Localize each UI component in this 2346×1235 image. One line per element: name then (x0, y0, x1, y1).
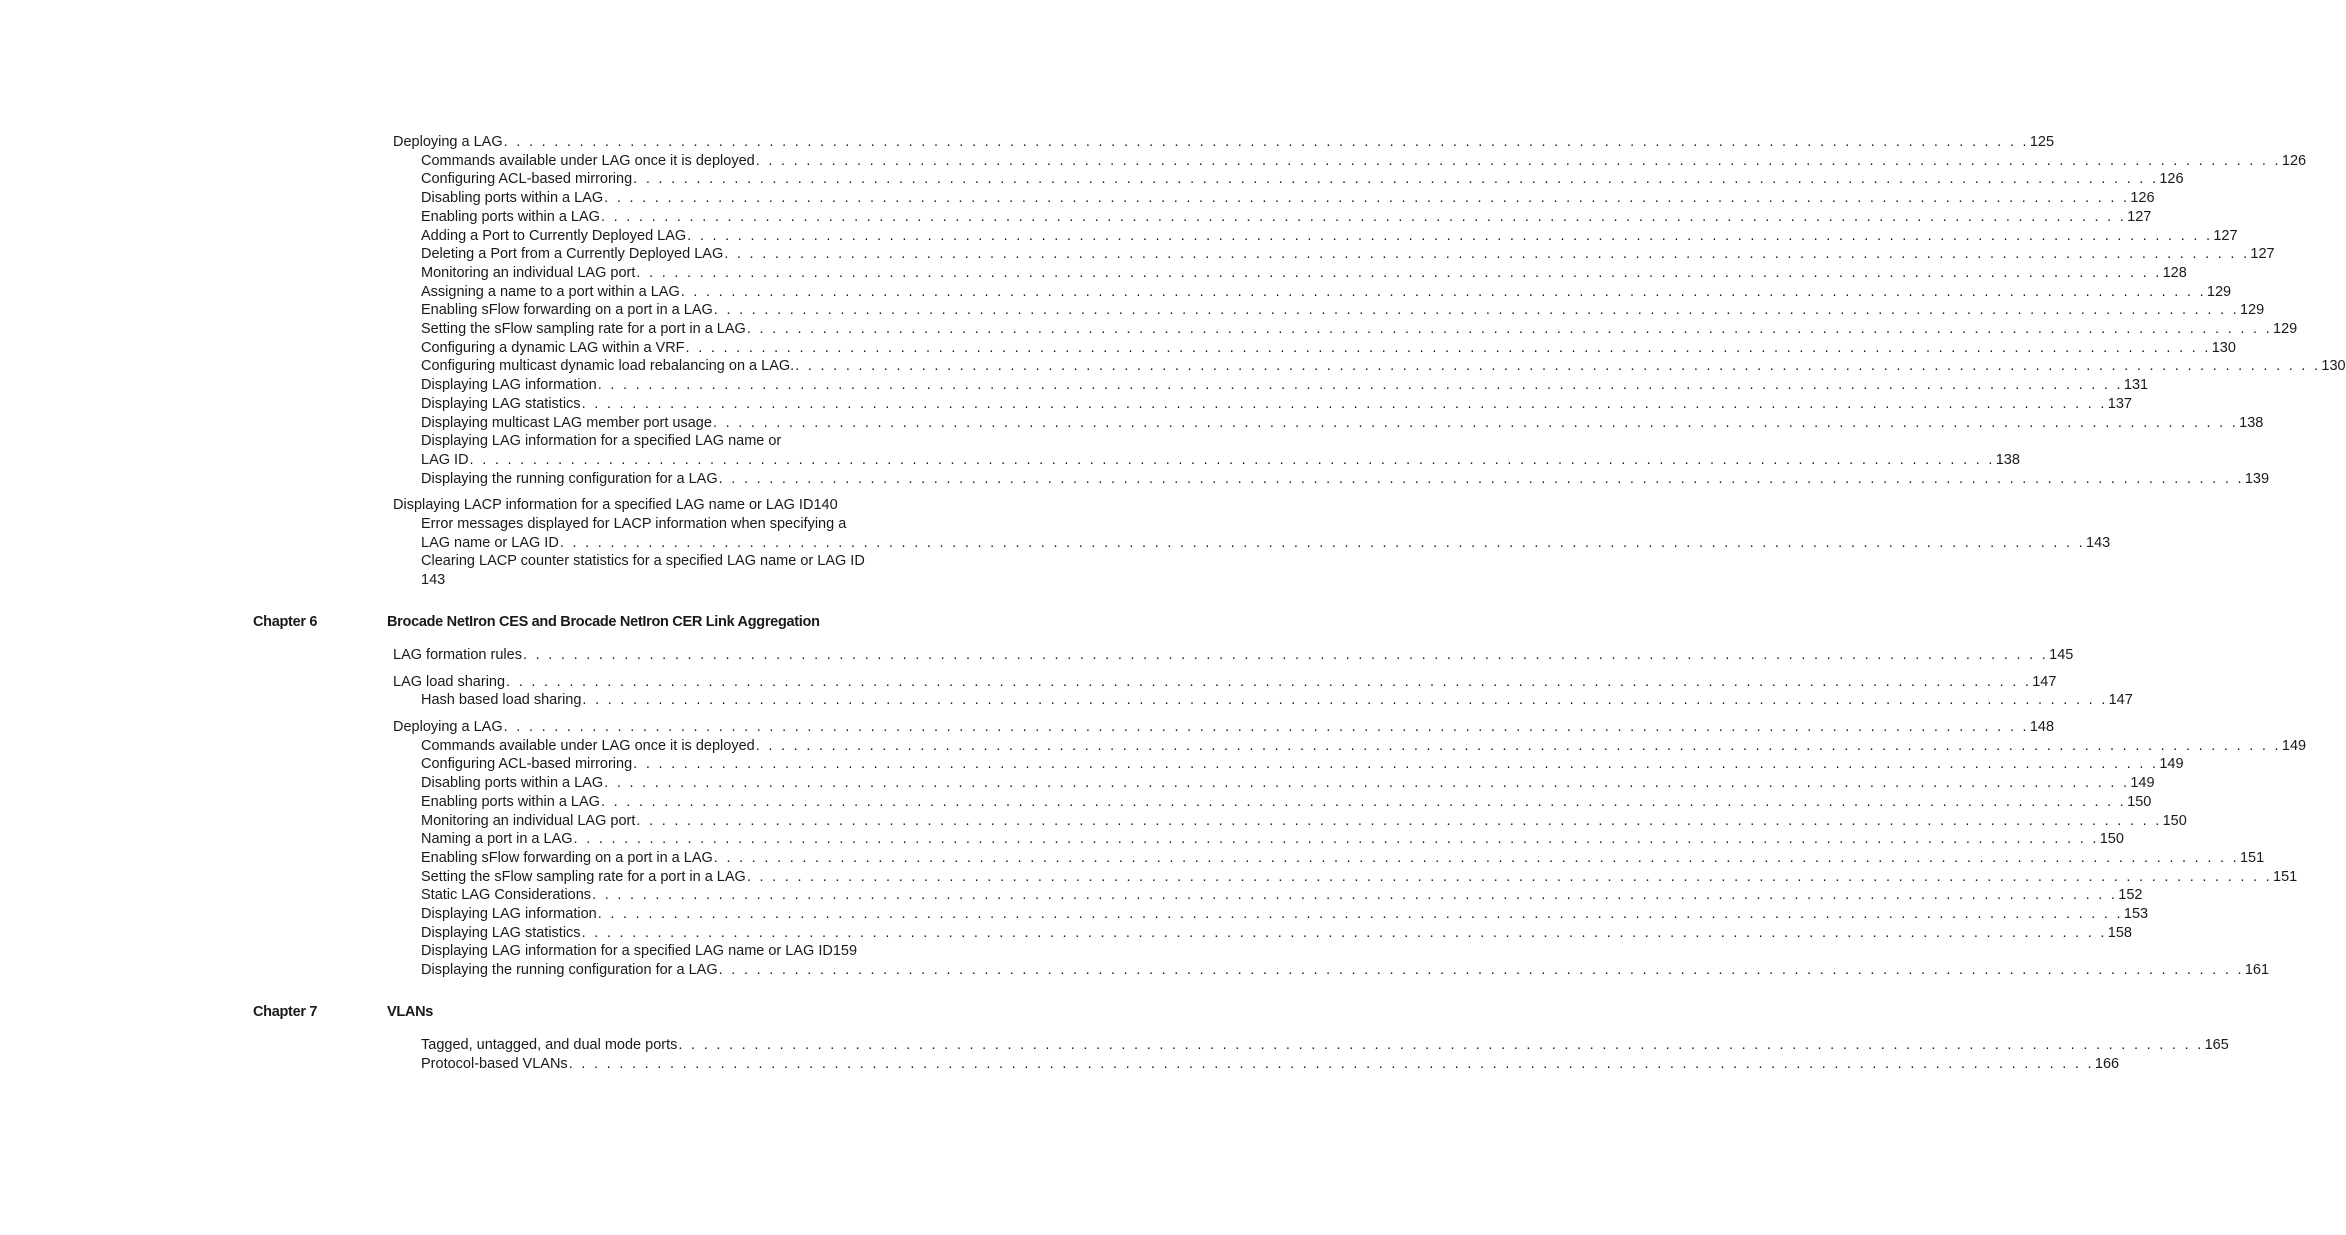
toc-entry[interactable] (421, 849, 2265, 868)
chapter-title: Brocade NetIron CES and Brocade NetIron CER Link Aggregation (387, 613, 820, 630)
toc-entry-title: Monitoring an individual LAG port (421, 812, 636, 829)
toc-page-number: 153 (2123, 906, 2149, 923)
toc-entry[interactable] (421, 793, 2152, 812)
dot-leader (713, 301, 2240, 320)
toc-entry-title: Hash based load sharing (421, 692, 582, 709)
toc-entry-title: LAG name or LAG ID (421, 534, 559, 551)
dot-leader (591, 886, 2118, 905)
toc-entry-title: LAG load sharing (393, 673, 506, 690)
toc-page-number: 143 (2086, 534, 2111, 551)
toc-entry[interactable] (421, 414, 2264, 433)
toc-entry-title: Enabling ports within a LAG (421, 793, 600, 810)
toc-entry-title: Commands available under LAG once it is deployed (421, 737, 755, 754)
toc-page-number: 127 (2213, 227, 2238, 244)
toc-entry-title: Displaying LAG information (421, 906, 597, 923)
dot-leader (794, 357, 2321, 376)
toc-entry-title: Commands available under LAG once it is deployed (421, 152, 755, 169)
toc-entry-title: Tagged, untagged, and dual mode ports (421, 1036, 678, 1053)
toc-entry-title: Configuring ACL-based mirroring (421, 756, 633, 773)
dot-leader (522, 646, 2049, 665)
chapter-heading[interactable] (0, 1004, 954, 1024)
toc-entry[interactable] (421, 301, 2265, 320)
toc-entry-title: Enabling ports within a LAG (421, 208, 600, 225)
toc-entry[interactable] (393, 133, 2055, 152)
toc-entry[interactable] (421, 152, 2307, 171)
toc-entry-title: Displaying LAG statistics (421, 924, 581, 941)
toc-entry-title: Assigning a name to a port within a LAG (421, 283, 680, 300)
toc-entry-line[interactable]: Error messages displayed for LACP information when specifying a (421, 516, 847, 533)
toc-page-number: 161 (2244, 962, 2270, 979)
toc-entry[interactable] (421, 170, 2184, 189)
table-of-contents (0, 133, 2346, 1073)
toc-entry-title: Displaying the running configuration for a LAG (421, 962, 718, 979)
dot-leader (755, 737, 2282, 756)
toc-entry[interactable] (421, 189, 2155, 208)
toc-entry[interactable] (421, 534, 2111, 553)
toc-page-number: 129 (2239, 302, 2265, 319)
toc-page-number: 129 (2273, 321, 2298, 338)
toc-page-number: 137 (2107, 395, 2132, 412)
dot-leader (680, 283, 2207, 302)
toc-entry[interactable] (421, 961, 2270, 980)
toc-page-number: 149 (2130, 775, 2155, 792)
toc-entry[interactable] (421, 812, 2187, 831)
toc-page-number: 158 (2107, 924, 2132, 941)
toc-page-number: 129 (2206, 283, 2232, 300)
toc-page-number: 126 (2130, 190, 2155, 207)
dot-leader (469, 451, 1996, 470)
toc-entry[interactable] (421, 339, 2236, 358)
toc-entry[interactable] (393, 718, 2055, 737)
dot-leader (581, 691, 2108, 710)
toc-entry[interactable] (421, 264, 2187, 283)
toc-page-number: 159 (832, 943, 858, 960)
toc-page-number: 151 (2273, 868, 2298, 885)
toc-entry[interactable] (421, 376, 2149, 395)
toc-entry-title: Setting the sFlow sampling rate for a port in a LAG (421, 321, 746, 338)
dot-leader (581, 395, 2108, 414)
dot-leader (685, 339, 2212, 358)
toc-page-number: 149 (2281, 737, 2307, 754)
dot-leader (632, 170, 2159, 189)
dot-leader (746, 868, 2273, 887)
toc-page-number: 150 (2099, 831, 2124, 848)
toc-page-number: 125 (2029, 134, 2055, 150)
toc-entry[interactable] (421, 868, 2298, 887)
dot-leader (597, 905, 2124, 924)
toc-page-number: 126 (2281, 152, 2307, 169)
toc-page-number: 143 (421, 572, 446, 589)
dot-leader (632, 755, 2159, 774)
dot-leader (600, 208, 2127, 227)
toc-page-number: 131 (2123, 377, 2149, 394)
dot-leader (718, 470, 2245, 489)
toc-entry-title: Displaying LACP information for a specified LAG name or LAG ID (393, 497, 814, 514)
toc-entry[interactable] (421, 905, 2149, 924)
toc-entry[interactable] (421, 737, 2307, 756)
toc-entry[interactable] (393, 646, 2074, 665)
toc-entry[interactable] (421, 755, 2184, 774)
dot-leader (505, 673, 2032, 692)
toc-entry[interactable] (393, 673, 2057, 692)
toc-entry[interactable] (421, 245, 2275, 264)
toc-entry[interactable] (421, 924, 2132, 943)
dot-leader (600, 793, 2127, 812)
toc-entry[interactable] (421, 942, 858, 961)
toc-entry-title: Monitoring an individual LAG port (421, 264, 636, 281)
dot-leader (573, 830, 2100, 849)
toc-page-number: 150 (2127, 793, 2152, 810)
toc-page-number: 127 (2127, 208, 2152, 225)
toc-entry-title: LAG ID (421, 451, 469, 468)
toc-page-number: 147 (2108, 692, 2133, 709)
toc-page-number: 138 (2239, 414, 2264, 431)
toc-entry[interactable] (421, 283, 2232, 302)
chapter-number: Chapter 6 (253, 613, 318, 630)
toc-entry-title: Deploying a LAG (393, 134, 503, 150)
dot-leader (603, 774, 2130, 793)
toc-entry[interactable] (421, 1036, 2229, 1055)
toc-entry-title: Disabling ports within a LAG (421, 775, 604, 792)
dot-leader (723, 245, 2250, 264)
dot-leader (677, 1036, 2204, 1055)
toc-entry-title: Enabling sFlow forwarding on a port in a LAG (421, 302, 713, 319)
chapter-number: Chapter 7 (253, 1003, 318, 1020)
toc-entry[interactable] (421, 470, 2270, 489)
toc-entry-line[interactable]: Displaying LAG information for a specified LAG name or (421, 433, 782, 450)
toc-entry-title: Protocol-based VLANs (421, 1055, 568, 1072)
dot-leader (746, 320, 2273, 339)
toc-page-number: 151 (2239, 849, 2265, 866)
toc-page-number: 165 (2204, 1036, 2229, 1053)
toc-entry-title: Setting the sFlow sampling rate for a port in a LAG (421, 868, 746, 885)
toc-entry[interactable] (421, 451, 2020, 470)
toc-page-number: 139 (2244, 470, 2270, 487)
toc-entry[interactable] (421, 320, 2298, 339)
dot-leader (686, 227, 2213, 246)
toc-entry[interactable] (421, 357, 2346, 376)
dot-leader (635, 812, 2162, 831)
dot-leader (559, 534, 2086, 553)
toc-page-number: 127 (2250, 246, 2275, 263)
dot-leader (597, 376, 2124, 395)
toc-entry[interactable] (421, 1055, 2120, 1074)
dot-leader (603, 189, 2130, 208)
toc-page-number: 147 (2032, 673, 2057, 690)
toc-sublist (0, 152, 2346, 433)
toc-page-number: 138 (1995, 451, 2020, 468)
toc-entry-title: Displaying LAG information (421, 377, 597, 394)
toc-page-number: 128 (2162, 264, 2187, 281)
toc-entry-title: LAG formation rules (393, 646, 522, 663)
toc-entry-title: Static LAG Considerations (421, 887, 592, 904)
toc-entry-title: Adding a Port to Currently Deployed LAG (421, 227, 687, 244)
toc-page-number: 148 (2029, 718, 2055, 735)
toc-entry-title: Configuring ACL-based mirroring (421, 171, 633, 188)
toc-page-number: 145 (2049, 646, 2074, 663)
chapter-heading[interactable] (0, 614, 954, 634)
toc-page-number: 152 (2118, 887, 2143, 904)
dot-leader (712, 414, 2239, 433)
toc-entry[interactable] (393, 496, 842, 515)
toc-entry-title: Disabling ports within a LAG (421, 190, 604, 207)
toc-entry-title: Displaying multicast LAG member port usage (421, 414, 712, 431)
toc-entry-title: Displaying the running configuration for a LAG (421, 470, 718, 487)
toc-entry[interactable] (421, 886, 2143, 905)
toc-sublist (0, 1036, 2229, 1073)
toc-page-number: 150 (2162, 812, 2187, 829)
toc-entry-title: Deleting a Port from a Currently Deployed LAG (421, 246, 724, 263)
toc-entry[interactable] (421, 830, 2124, 849)
dot-leader (568, 1055, 2095, 1074)
toc-page-number: 166 (2094, 1055, 2120, 1072)
toc-entry[interactable] (421, 227, 2238, 246)
chapter-title: VLANs (387, 1003, 434, 1020)
toc-entry-title: Naming a port in a LAG (421, 831, 573, 848)
toc-entry-title: Deploying a LAG (393, 718, 503, 735)
toc-entry[interactable] (421, 774, 2155, 793)
toc-sublist (0, 737, 2307, 943)
toc-entry[interactable] (421, 208, 2152, 227)
toc-entry-title: Configuring a dynamic LAG within a VRF (421, 339, 685, 356)
toc-page-number: 130 (2321, 358, 2346, 375)
toc-entry-line[interactable]: Clearing LACP counter statistics for a specified LAG name or LAG ID (421, 553, 865, 570)
dot-leader (755, 152, 2282, 171)
dot-leader (503, 718, 2030, 737)
toc-entry-title: Displaying LAG statistics (421, 395, 581, 412)
toc-entry[interactable] (421, 395, 2132, 414)
dot-leader (713, 849, 2240, 868)
toc-page-number: 130 (2211, 339, 2236, 356)
dot-leader (635, 264, 2162, 283)
dot-leader (581, 924, 2108, 943)
toc-entry-title: Displaying LAG information for a specified LAG name or LAG ID (421, 943, 833, 960)
toc-entry-title: Configuring multicast dynamic load rebalancing on a LAG. (421, 358, 795, 375)
toc-entry[interactable] (421, 691, 2133, 710)
toc-entry-title: Enabling sFlow forwarding on a port in a LAG (421, 849, 713, 866)
dot-leader (718, 961, 2245, 980)
dot-leader (503, 133, 2030, 152)
toc-page-number: 126 (2159, 171, 2184, 188)
toc-page-number: 140 (813, 497, 838, 514)
toc-page-number: 149 (2159, 756, 2184, 773)
